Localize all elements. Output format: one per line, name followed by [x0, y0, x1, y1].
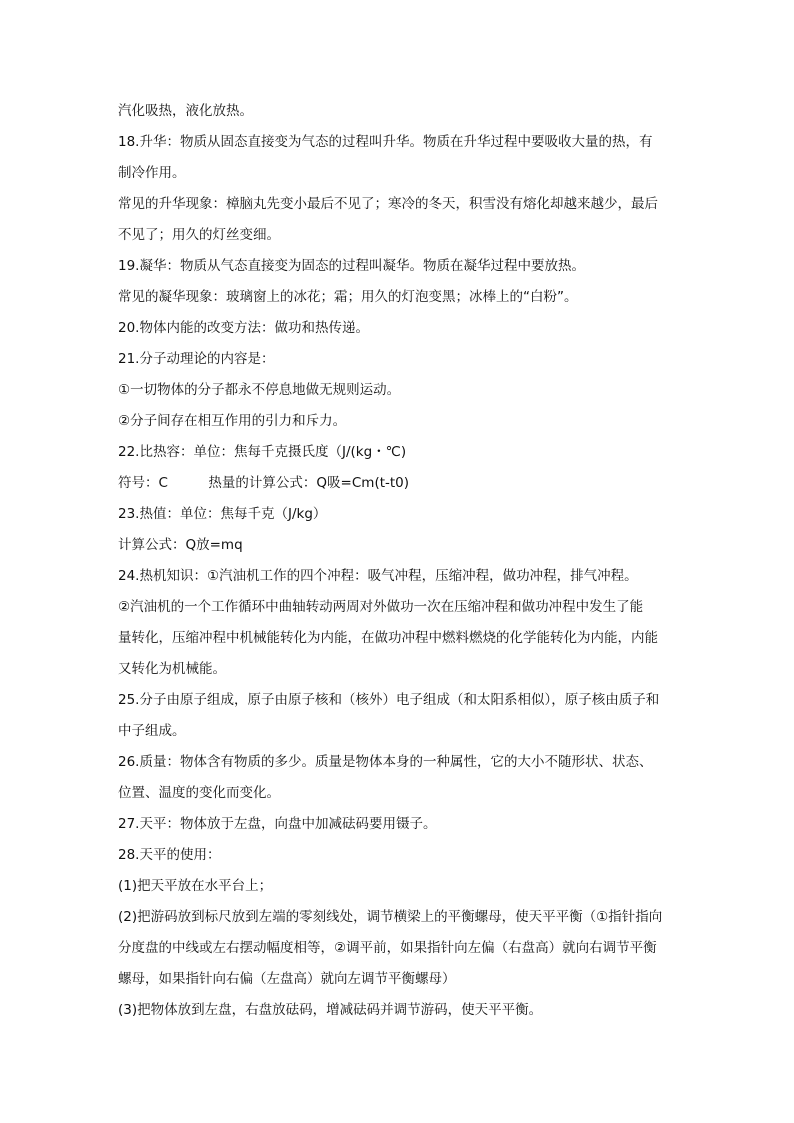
text-line-item-25: 25.分子由原子组成，原子由原子核和（核外）电子组成（和太阳系相似），原子核由质子和: [118, 692, 660, 708]
document-page: [118, 96, 678, 1026]
text-line: 螺母，如果指针向右偏（左盘高）就向左调节平衡螺母）: [118, 971, 456, 987]
text-line-item-27: 27.天平：物体放于左盘，向盘中加减砝码要用镊子。: [118, 816, 437, 832]
text-line: (3)把物体放到左盘，右盘放砝码，增减砝码并调节游码，使天平平衡。: [118, 1002, 543, 1018]
text-line-item-19: 19.凝华：物质从气态直接变为固态的过程叫凝华。物质在凝华过程中要放热。: [118, 258, 585, 274]
text-line: (1)把天平放在水平台上；: [118, 878, 273, 894]
text-line: 又转化为机械能。: [118, 661, 226, 677]
text-line: 不见了；用久的灯丝变细。: [118, 227, 280, 243]
text-line: 符号：C 热量的计算公式：Q吸=Cm(t-t0): [118, 475, 410, 491]
text-line: 制冷作用。: [118, 165, 186, 181]
text-line: 分度盘的中线或左右摆动幅度相等，②调平前，如果指针向左偏（右盘高）就向右调节平衡: [118, 940, 657, 956]
text-line-item-18: 18.升华：物质从固态直接变为气态的过程叫升华。物质在升华过程中要吸收大量的热，有: [118, 134, 653, 150]
text-line-item-21: 21.分子动理论的内容是：: [118, 351, 275, 367]
text-line-item-20: 20.物体内能的改变方法：做功和热传递。: [118, 320, 369, 336]
text-line: 常见的升华现象：樟脑丸先变小最后不见了；寒冷的冬天，积雪没有熔化却越来越少，最后: [118, 196, 658, 212]
text-line: (2)把游码放到标尺放到左端的零刻线处，调节横梁上的平衡螺母，使天平平衡（①指针指向: [118, 909, 663, 925]
text-line: ②分子间存在相互作用的引力和斥力。: [118, 413, 347, 429]
text-line: 量转化，压缩冲程中机械能转化为内能，在做功冲程中燃料燃烧的化学能转化为内能，内能: [118, 630, 658, 646]
text-line-item-22: 22.比热容：单位：焦每千克摄氏度（J/(kg・℃): [118, 444, 407, 460]
text-line: 中子组成。: [118, 723, 186, 739]
text-line-item-26: 26.质量：物体含有物质的多少。质量是物体本身的一种属性，它的大小不随形状、状态、: [118, 754, 653, 770]
text-line: 位置、温度的变化而变化。: [118, 785, 280, 801]
text-line: ①一切物体的分子都永不停息地做无规则运动。: [118, 382, 401, 398]
text-line: 汽化吸热，液化放热。: [118, 103, 253, 119]
text-line-item-28: 28.天平的使用：: [118, 847, 221, 863]
text-line: ②汽油机的一个工作循环中曲轴转动两周对外做功一次在压缩冲程和做功冲程中发生了能: [118, 599, 644, 615]
text-line-item-24: 24.热机知识：①汽油机工作的四个冲程：吸气冲程，压缩冲程，做功冲程，排气冲程。: [118, 568, 638, 584]
text-line: 常见的凝华现象：玻璃窗上的冰花；霜；用久的灯泡变黑；冰棒上的“白粉”。: [118, 289, 578, 305]
text-line-item-23: 23.热值：单位：焦每千克（J/kg）: [118, 506, 327, 522]
text-line: 计算公式：Q放=mq: [118, 537, 243, 553]
